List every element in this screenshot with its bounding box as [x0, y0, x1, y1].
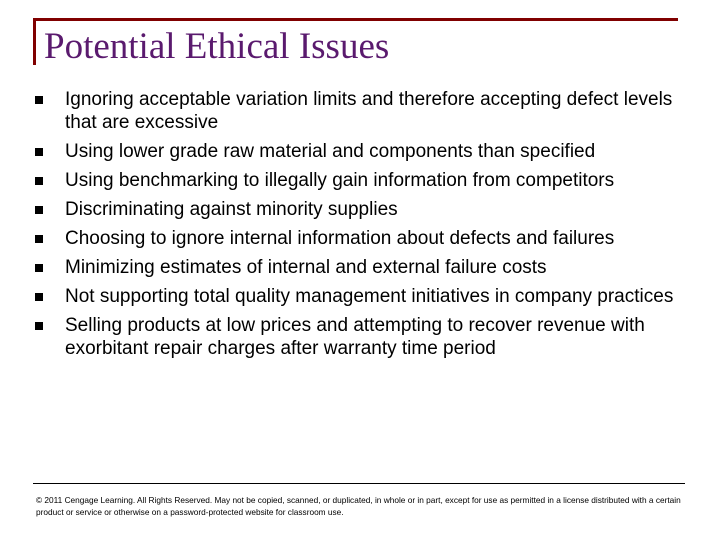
bullet-text: Not supporting total quality management initiatives in company practices	[65, 286, 674, 307]
title-frame-top-rule	[33, 18, 678, 21]
footer-divider	[33, 483, 685, 484]
square-bullet-icon	[35, 148, 43, 156]
title-frame-left-rule	[33, 18, 36, 65]
bullet-item	[35, 88, 705, 134]
bullet-text: Using benchmarking to illegally gain information from competitors	[65, 170, 615, 191]
square-bullet-icon	[35, 322, 43, 330]
bullet-item	[35, 198, 705, 221]
copyright-footer: © 2011 Cengage Learning. All Rights Reserved. May not be copied, scanned, or duplicated, in whole or in part, except for use as permitted in a license distributed with a certain product or service or otherwise on a password-protected website for classroom use.	[36, 495, 681, 517]
bullet-item	[35, 140, 705, 163]
square-bullet-icon	[35, 177, 43, 185]
bullet-item	[35, 169, 705, 192]
bullet-text: Selling products at low prices and attempting to recover revenue with exorbitant repair charges after warranty time period	[65, 315, 645, 359]
page-title: Potential Ethical Issues	[44, 26, 390, 67]
square-bullet-icon	[35, 206, 43, 214]
bullet-item	[35, 227, 705, 250]
square-bullet-icon	[35, 235, 43, 243]
bullet-text: Choosing to ignore internal information about defects and failures	[65, 228, 615, 249]
bullet-item	[35, 285, 705, 308]
bullet-list	[35, 88, 705, 366]
bullet-item	[35, 314, 705, 360]
square-bullet-icon	[35, 264, 43, 272]
bullet-text: Using lower grade raw material and components than specified	[65, 141, 596, 162]
square-bullet-icon	[35, 96, 43, 104]
bullet-text: Ignoring acceptable variation limits and therefore accepting defect levels that are excessive	[65, 89, 673, 133]
bullet-text: Minimizing estimates of internal and external failure costs	[65, 257, 547, 278]
bullet-text: Discriminating against minority supplies	[65, 199, 398, 220]
bullet-item	[35, 256, 705, 279]
square-bullet-icon	[35, 293, 43, 301]
